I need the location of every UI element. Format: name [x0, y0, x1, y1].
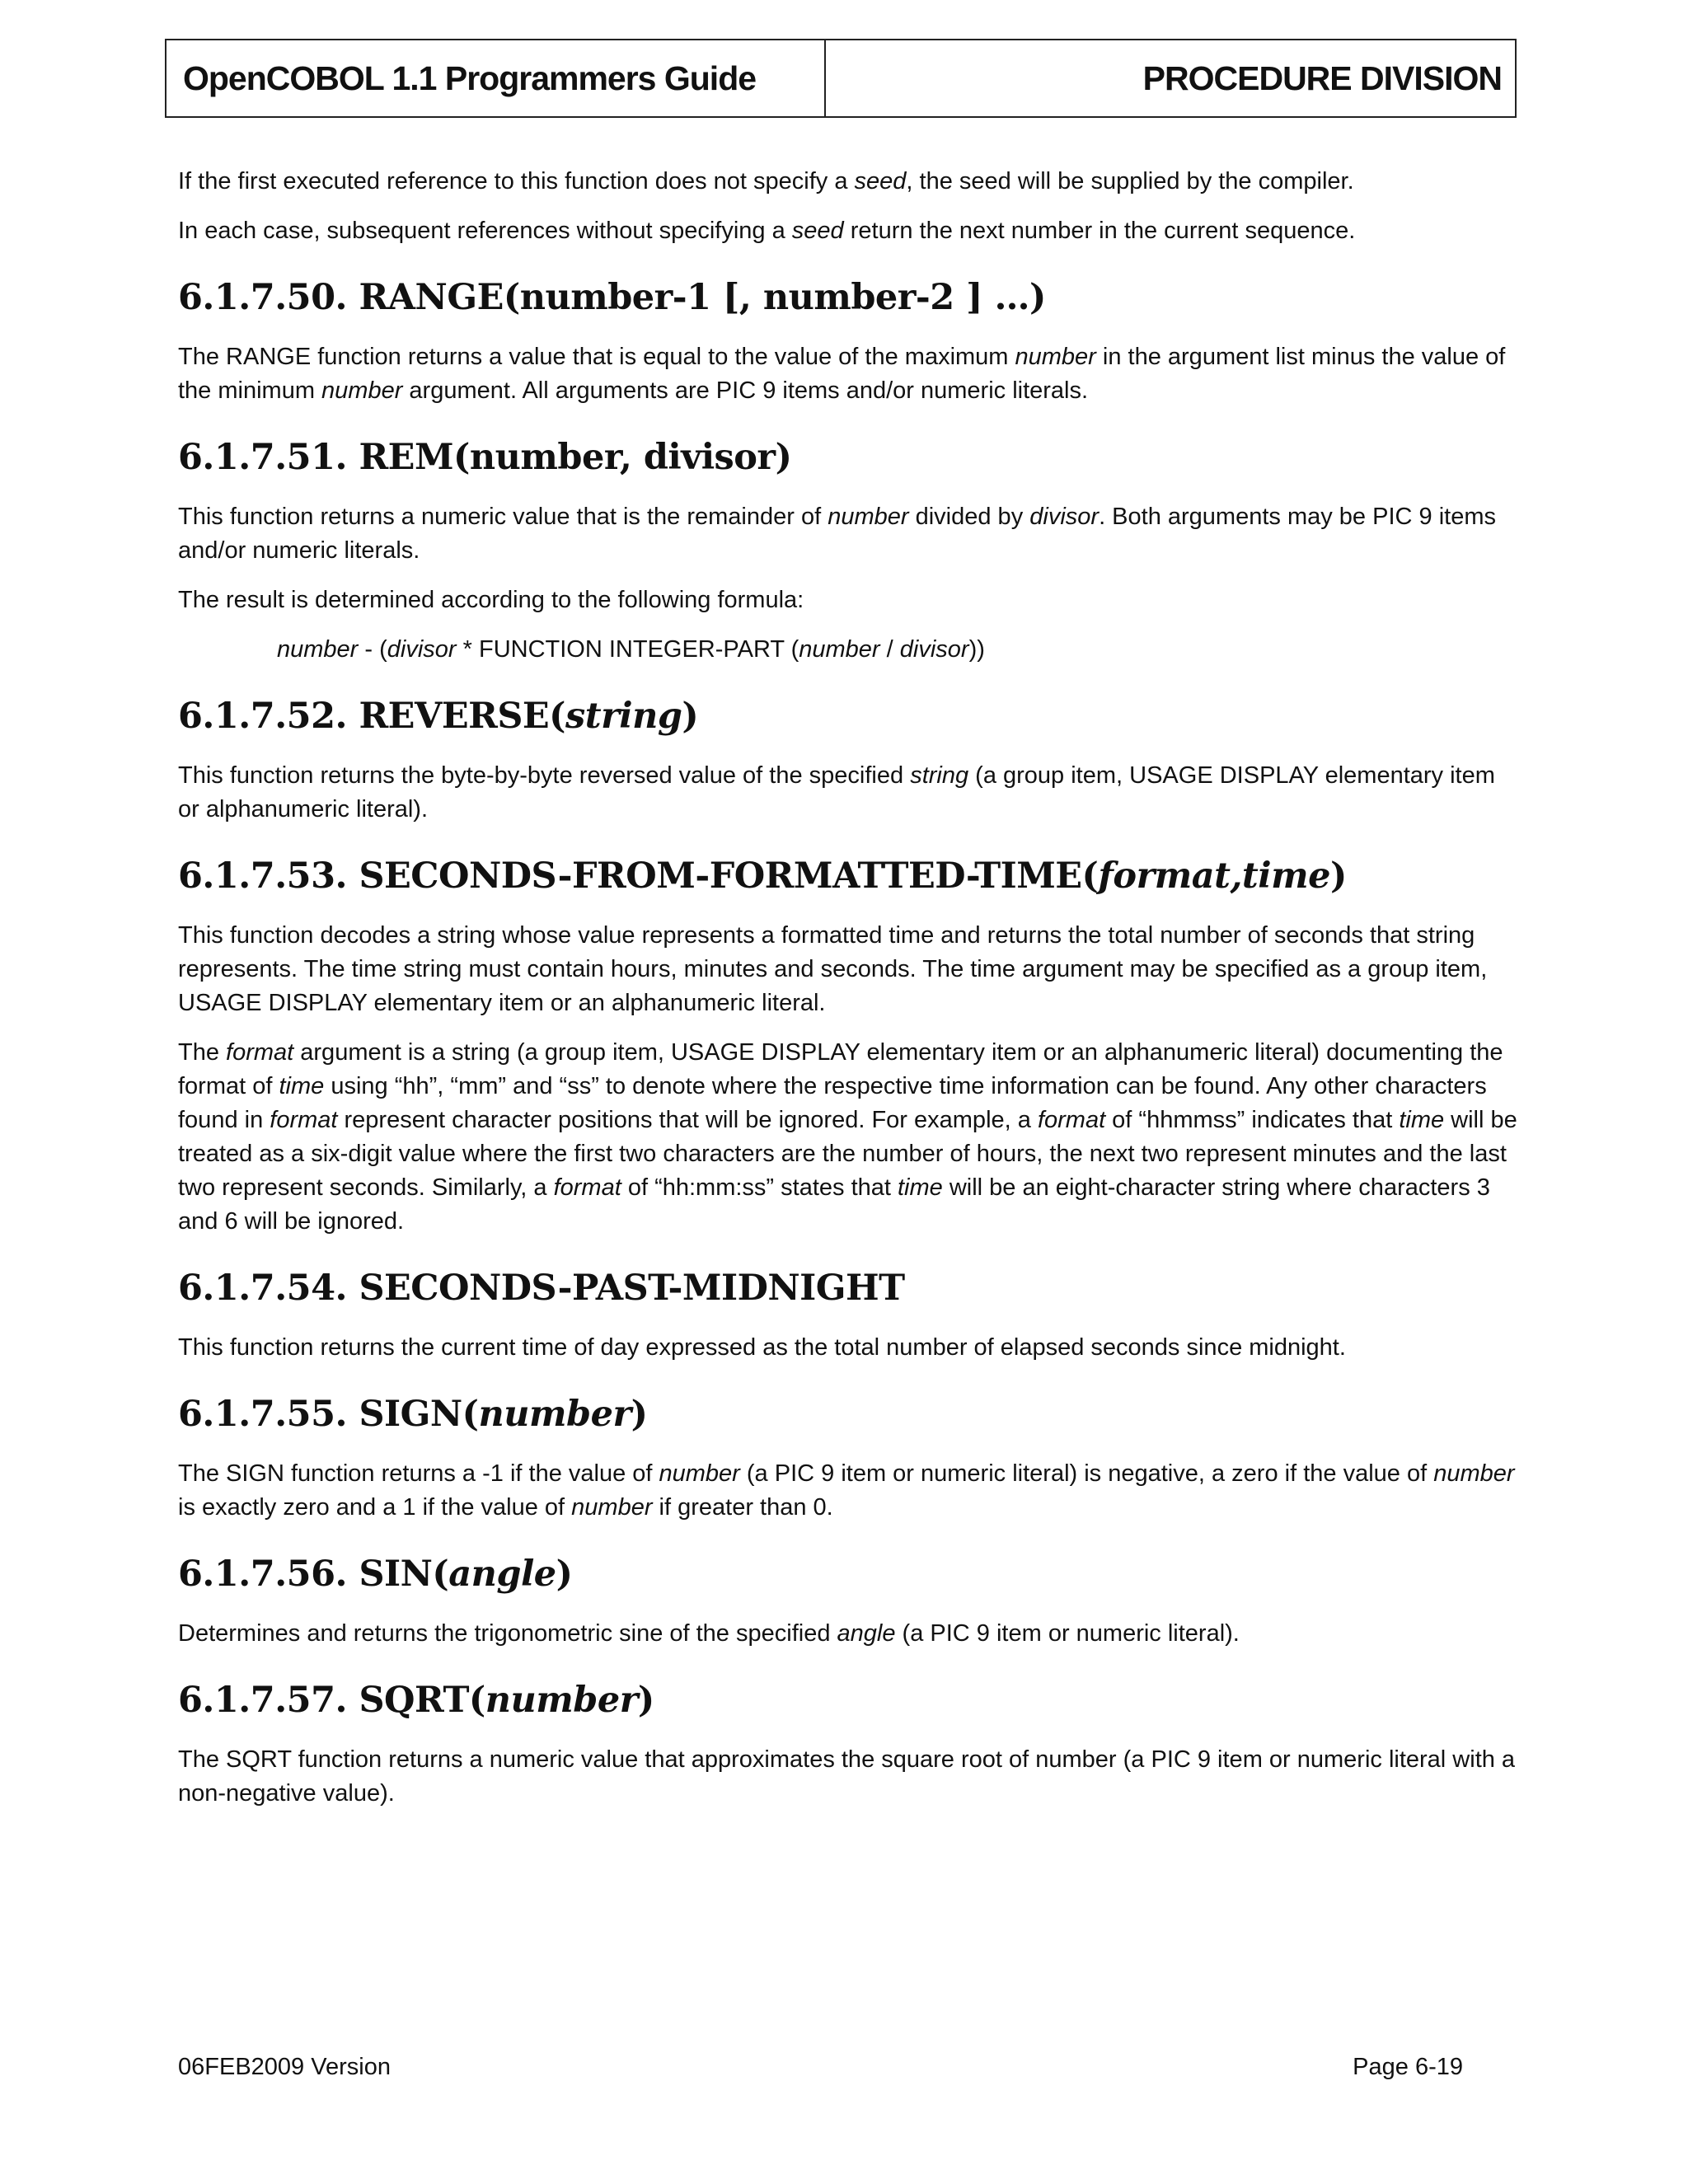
text-run: divided by	[908, 504, 1030, 530]
italic-term: seed	[854, 168, 907, 194]
body-paragraph	[178, 500, 1518, 568]
intro-paragraph	[178, 214, 1518, 248]
italic-term: time	[898, 1174, 943, 1201]
text-run: )	[682, 696, 699, 737]
italic-term: string	[565, 696, 682, 737]
italic-term: number	[485, 1680, 638, 1721]
italic-term: format	[1037, 1107, 1106, 1133]
text-run: )	[637, 1680, 654, 1721]
text-run: The	[178, 1039, 227, 1066]
body-paragraph	[178, 1457, 1518, 1525]
text-run: will be an eight-character string where characters 3 and 6 will be ignored.	[178, 1174, 1490, 1235]
document-title: OpenCOBOL 1.1 Programmers Guide	[166, 40, 826, 116]
italic-term: time	[279, 1073, 325, 1099]
italic-term: format	[226, 1039, 294, 1066]
document-body	[178, 165, 1518, 1826]
italic-term: time	[1399, 1107, 1445, 1133]
section-heading	[178, 1265, 1518, 1311]
section-heading	[178, 1677, 1518, 1723]
text-run: . Both arguments may be PIC 9 items and/or numeric literals.	[178, 504, 1496, 564]
text-run: return the next number in the current sequence.	[843, 218, 1356, 244]
text-run: 6.1.7.52. REVERSE(	[178, 696, 566, 737]
body-paragraph	[178, 340, 1518, 408]
text-run: ))	[968, 636, 985, 663]
text-run: )	[1330, 855, 1347, 897]
text-run: (a group item, USAGE DISPLAY elementary item or alphanumeric literal).	[178, 762, 1495, 823]
italic-term: number	[478, 1394, 631, 1435]
text-run: (a PIC 9 item or numeric literal) is negative, a zero if the value of	[739, 1460, 1434, 1487]
italic-term: format	[270, 1107, 338, 1133]
text-run: argument. All arguments are PIC 9 items and/or numeric literals.	[402, 377, 1089, 404]
text-run: If the first executed reference to this function does not specify a	[178, 168, 855, 194]
italic-term: number	[571, 1494, 653, 1521]
text-run: The SIGN function returns a -1 if the value of	[178, 1460, 659, 1487]
italic-term: number	[659, 1460, 740, 1487]
text-run: 6.1.7.51. REM(number, divisor)	[178, 437, 792, 478]
section-heading	[178, 274, 1518, 321]
text-run: This function returns the byte-by-byte reversed value of the specified	[178, 762, 911, 789]
footer-version: 06FEB2009 Version	[178, 2054, 391, 2080]
text-run: 6.1.7.50. RANGE(number-1 [, number-2 ] …)	[178, 277, 1046, 318]
body-paragraph	[178, 1617, 1518, 1651]
section-heading	[178, 1391, 1518, 1437]
intro-paragraph	[178, 165, 1518, 199]
text-run: argument is a string (a group item, USAGE DISPLAY elementary item or an alphanumeric literal) documenting the format of	[178, 1039, 1503, 1099]
text-run: /	[879, 636, 900, 663]
text-run: if greater than 0.	[652, 1494, 833, 1521]
body-paragraph	[178, 919, 1518, 1020]
text-run: This function returns a numeric value that is the remainder of	[178, 504, 828, 530]
italic-term: number	[799, 636, 880, 663]
text-run: This function decodes a string whose value represents a formatted time and returns the total number of seconds that string represents. The time string must contain hours, minutes and seconds. The time argument may be specified as a group item, USAGE DISPLAY elementary item or an alphanumeric literal.	[178, 922, 1488, 1016]
text-run: )	[631, 1394, 648, 1435]
body-paragraph	[178, 1036, 1518, 1239]
italic-term: number	[277, 636, 359, 663]
section-heading	[178, 693, 1518, 739]
italic-term: number	[828, 504, 909, 530]
text-run: )	[556, 1554, 573, 1595]
italic-term: angle	[448, 1554, 556, 1595]
italic-term: string	[910, 762, 969, 789]
text-run: in the argument list minus the value of the minimum	[178, 344, 1506, 404]
italic-term: number	[321, 377, 403, 404]
italic-term: number	[1433, 1460, 1515, 1487]
text-run: (a PIC 9 item or numeric literal).	[895, 1620, 1240, 1647]
text-run: The result is determined according to the following formula:	[178, 587, 804, 613]
text-run: In each case, subsequent references without specifying a	[178, 218, 792, 244]
chapter-title: PROCEDURE DIVISION	[1142, 59, 1502, 97]
section-heading	[178, 434, 1518, 480]
text-run: is exactly zero and a 1 if the value of	[178, 1494, 572, 1521]
text-run: 6.1.7.56. SIN(	[178, 1554, 449, 1595]
section-heading	[178, 1551, 1518, 1597]
page-header	[165, 39, 1517, 118]
text-run: This function returns the current time of day expressed as the total number of elapsed seconds since midnight.	[178, 1334, 1346, 1361]
body-paragraph	[178, 1743, 1518, 1811]
text-run: 6.1.7.54. SECONDS-PAST-MIDNIGHT	[178, 1268, 905, 1309]
text-run: * FUNCTION INTEGER-PART (	[456, 636, 799, 663]
italic-term: format	[553, 1174, 621, 1201]
text-run: 6.1.7.57. SQRT(	[178, 1680, 485, 1721]
text-run: 6.1.7.53. SECONDS-FROM-FORMATTED-TIME(	[178, 855, 1099, 897]
section-heading	[178, 853, 1518, 899]
text-run: represent character positions that will be ignored. For example, a	[337, 1107, 1038, 1133]
text-run: of “hhmmss” indicates that	[1105, 1107, 1400, 1133]
italic-term: divisor	[899, 636, 969, 663]
text-run: 6.1.7.55. SIGN(	[178, 1394, 479, 1435]
body-paragraph	[178, 1331, 1518, 1365]
text-run: The SQRT function returns a numeric value that approximates the square root of number (a PIC 9 item or numeric literal with a non-negative value).	[178, 1746, 1516, 1807]
italic-term: divisor	[1029, 504, 1100, 530]
italic-term: divisor	[387, 636, 457, 663]
body-paragraph	[178, 583, 1518, 617]
italic-term: angle	[837, 1620, 896, 1647]
text-run: The RANGE function returns a value that is equal to the value of the maximum	[178, 344, 1015, 370]
text-run: will be treated as a six-digit value where the first two characters are the number of hours, the next two represent minutes and the last two represent seconds. Similarly, a	[178, 1107, 1517, 1201]
formula	[277, 633, 1518, 667]
italic-term: number	[1015, 344, 1096, 370]
body-paragraph	[178, 759, 1518, 827]
italic-term: seed	[791, 218, 844, 244]
text-run: , the seed will be supplied by the compiler.	[906, 168, 1354, 194]
italic-term: format,time	[1098, 855, 1330, 897]
text-run: of “hh:mm:ss” states that	[621, 1174, 898, 1201]
footer-page-number: Page 6-19	[1353, 2054, 1463, 2080]
text-run: - (	[358, 636, 387, 663]
text-run: Determines and returns the trigonometric sine of the specified	[178, 1620, 837, 1647]
text-run: using “hh”, “mm” and “ss” to denote where the respective time information can be found. Any other characters found in	[178, 1073, 1487, 1133]
